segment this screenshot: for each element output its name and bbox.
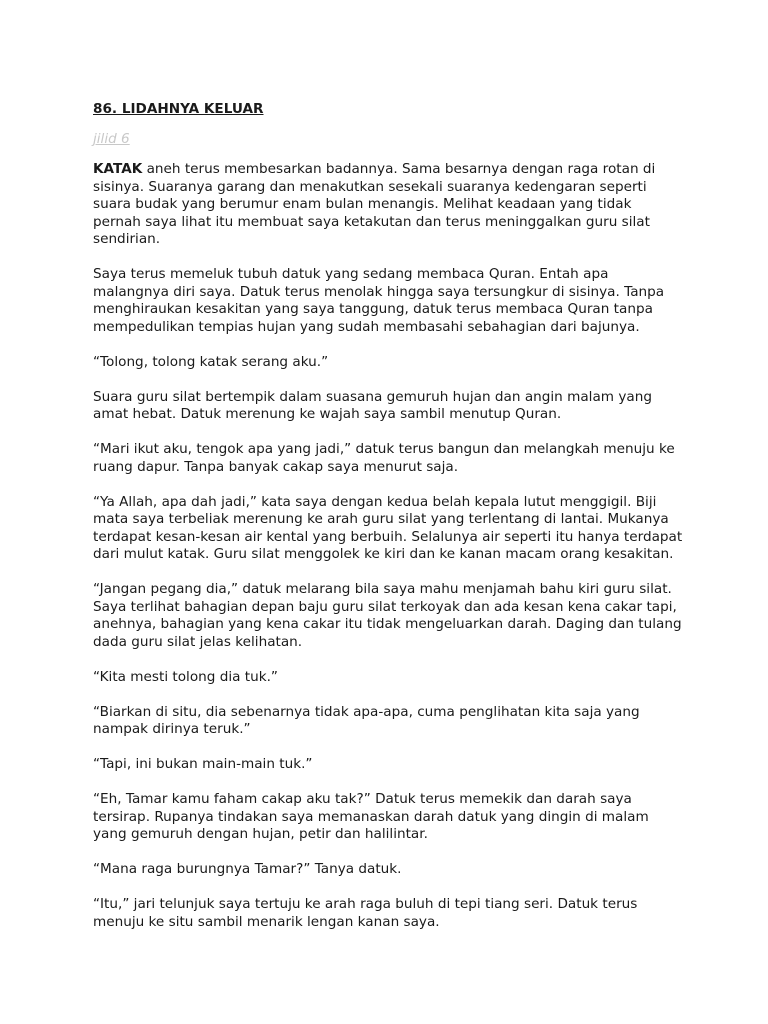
paragraph-10: “Tapi, ini bukan main-main tuk.” bbox=[93, 756, 313, 772]
paragraph-4: Suara guru silat bertempik dalam suasana gemuruh hujan dan angin malam yang amat hebat. Datuk merenung ke wajah saya sambil menutup Quran. bbox=[93, 388, 652, 422]
paragraph-8: “Kita mesti tolong dia tuk.” bbox=[93, 668, 278, 685]
paragraph-9: “Biarkan di situ, dia sebenarnya tidak apa-apa, cuma penglihatan kita saja yang nampak dirinya teruk.” bbox=[93, 703, 640, 737]
paragraph-1 bbox=[93, 161, 683, 249]
paragraph-7: “Jangan pegang dia,” datuk melarang bila saya mahu menjamah bahu kiri guru silat. Saya terlihat bahagian depan baju guru silat terkoyak dan ada kesan kena cakar tapi, anehnya, bahagian yang kena cakar itu tidak mengeluarkan darah. Daging dan tulang dada guru silat jelas kelihatan. bbox=[93, 581, 682, 650]
paragraph-5: “Mari ikut aku, tengok apa yang jadi,” datuk terus bangun dan melangkah menuju ke ruang dapur. Tanpa banyak cakap saya menurut saja. bbox=[93, 441, 675, 475]
volume-subtitle: jilid 6 bbox=[93, 131, 130, 147]
paragraph-3: “Tolong, tolong katak serang aku.” bbox=[93, 353, 329, 370]
paragraph-13: “Itu,” jari telunjuk saya tertuju ke arah raga buluh di tepi tiang seri. Datuk terus menuju ke situ sambil menarik lengan kanan saya. bbox=[93, 896, 638, 930]
chapter-title: 86. LIDAHNYA KELUAR bbox=[93, 101, 264, 117]
paragraph-11: “Eh, Tamar kamu faham cakap aku tak?” Datuk terus memekik dan darah saya tersirap. Rupanya tindakan saya memanaskan darah datuk yang dingin di malam yang gemuruh dengan hujan, petir dan halilintar. bbox=[93, 791, 649, 842]
paragraph-2: Saya terus memeluk tubuh datuk yang sedang membaca Quran. Entah apa malangnya diri saya. Datuk terus menolak hingga saya tersungkur di sisinya. Tanpa menghiraukan kesakitan yang saya tanggung, datuk terus membaca Quran tanpa mempedulikan tempias hujan yang sudah membasahi sebahagian dari bajunya. bbox=[93, 266, 665, 335]
paragraph-1-text: aneh terus membesarkan badannya. Sama besarnya dengan raga rotan di sisinya. Suaranya garang dan menakutkan sesekali suaranya kedengaran seperti suara budak yang berumur enam bulan menangis. Melihat keadaan yang tidak pernah saya lihat itu membuat saya ketakutan dan terus meninggalkan guru silat sendirian. bbox=[93, 161, 656, 247]
document-page bbox=[93, 101, 683, 949]
paragraph-12: “Mana raga burungnya Tamar?” Tanya datuk. bbox=[93, 861, 402, 877]
paragraph-lead-word: KATAK bbox=[93, 161, 143, 177]
paragraph-6: “Ya Allah, apa dah jadi,” kata saya dengan kedua belah kepala lutut menggigil. Biji mata saya terbeliak merenung ke arah guru silat yang terlentang di lantai. Mukanya terdapat kesan-kesan air kental yang berbuih. Selalunya air seperti itu hanya terdapat dari mulut katak. Guru silat menggolek ke kiri dan ke kanan macam orang kesakitan. bbox=[93, 493, 683, 562]
